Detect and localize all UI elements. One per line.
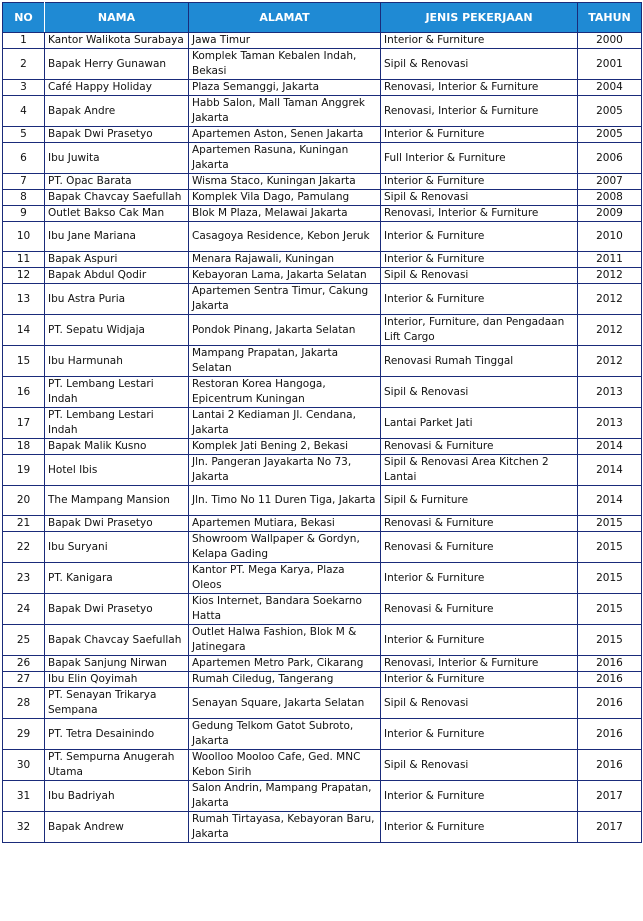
row-jenis-pekerjaan: Sipil & Furniture (381, 486, 578, 516)
row-tahun: 2004 (578, 80, 642, 96)
table-row (3, 96, 642, 127)
row-jenis-pekerjaan: Interior & Furniture (381, 284, 578, 315)
row-jenis-pekerjaan: Interior & Furniture (381, 672, 578, 688)
row-jenis-pekerjaan: Interior & Furniture (381, 174, 578, 190)
row-tahun: 2001 (578, 49, 642, 80)
table-row (3, 455, 642, 486)
row-nama: Bapak Sanjung Nirwan (45, 656, 189, 672)
row-nama: The Mampang Mansion (45, 486, 189, 516)
table-row (3, 486, 642, 516)
row-tahun: 2013 (578, 377, 642, 408)
row-nama: Bapak Dwi Prasetyo (45, 594, 189, 625)
row-jenis-pekerjaan: Sipil & Renovasi Area Kitchen 2 Lantai (381, 455, 578, 486)
table-row (3, 127, 642, 143)
row-tahun: 2015 (578, 625, 642, 656)
row-jenis-pekerjaan: Interior & Furniture (381, 781, 578, 812)
row-jenis-pekerjaan: Renovasi & Furniture (381, 516, 578, 532)
row-number: 21 (3, 516, 45, 532)
row-nama: Bapak Herry Gunawan (45, 49, 189, 80)
table-row (3, 532, 642, 563)
row-nama: Bapak Dwi Prasetyo (45, 516, 189, 532)
table-row (3, 625, 642, 656)
row-tahun: 2014 (578, 455, 642, 486)
row-alamat: Gedung Telkom Gatot Subroto, Jakarta (189, 719, 381, 750)
row-alamat: Wisma Staco, Kuningan Jakarta (189, 174, 381, 190)
row-nama: Ibu Juwita (45, 143, 189, 174)
row-tahun: 2016 (578, 719, 642, 750)
row-alamat: Menara Rajawali, Kuningan (189, 252, 381, 268)
row-alamat: Jln. Timo No 11 Duren Tiga, Jakarta (189, 486, 381, 516)
row-jenis-pekerjaan: Sipil & Renovasi (381, 268, 578, 284)
row-alamat: Apartemen Aston, Senen Jakarta (189, 127, 381, 143)
row-tahun: 2014 (578, 486, 642, 516)
row-nama: Bapak Dwi Prasetyo (45, 127, 189, 143)
row-nama: PT. Sempurna Anugerah Utama (45, 750, 189, 781)
row-jenis-pekerjaan: Renovasi Rumah Tinggal (381, 346, 578, 377)
row-tahun: 2015 (578, 594, 642, 625)
row-nama: PT. Sepatu Widjaja (45, 315, 189, 346)
row-number: 17 (3, 408, 45, 439)
row-tahun: 2016 (578, 672, 642, 688)
row-jenis-pekerjaan: Full Interior & Furniture (381, 143, 578, 174)
row-alamat: Woolloo Mooloo Cafe, Ged. MNC Kebon Sirih (189, 750, 381, 781)
table-row (3, 33, 642, 49)
row-alamat: Komplek Taman Kebalen Indah, Bekasi (189, 49, 381, 80)
row-tahun: 2016 (578, 750, 642, 781)
row-alamat: Lantai 2 Kediaman Jl. Cendana, Jakarta (189, 408, 381, 439)
table-row (3, 268, 642, 284)
row-jenis-pekerjaan: Renovasi, Interior & Furniture (381, 656, 578, 672)
row-alamat: Salon Andrin, Mampang Prapatan, Jakarta (189, 781, 381, 812)
row-nama: PT. Lembang Lestari Indah (45, 377, 189, 408)
row-jenis-pekerjaan: Sipil & Renovasi (381, 190, 578, 206)
table-row (3, 377, 642, 408)
table-row (3, 719, 642, 750)
row-jenis-pekerjaan: Sipil & Renovasi (381, 49, 578, 80)
row-alamat: Kantor PT. Mega Karya, Plaza Oleos (189, 563, 381, 594)
row-jenis-pekerjaan: Renovasi & Furniture (381, 439, 578, 455)
table-row (3, 49, 642, 80)
row-alamat: Plaza Semanggi, Jakarta (189, 80, 381, 96)
table-row (3, 222, 642, 252)
row-jenis-pekerjaan: Interior & Furniture (381, 127, 578, 143)
row-nama: Outlet Bakso Cak Man (45, 206, 189, 222)
row-nama: Bapak Andre (45, 96, 189, 127)
row-number: 30 (3, 750, 45, 781)
row-alamat: Rumah Tirtayasa, Kebayoran Baru, Jakarta (189, 812, 381, 843)
row-nama: Bapak Andrew (45, 812, 189, 843)
row-nama: Bapak Chavcay Saefullah (45, 190, 189, 206)
table-row (3, 812, 642, 843)
row-tahun: 2008 (578, 190, 642, 206)
row-jenis-pekerjaan: Interior & Furniture (381, 252, 578, 268)
row-jenis-pekerjaan: Interior & Furniture (381, 33, 578, 49)
row-tahun: 2017 (578, 781, 642, 812)
row-nama: Ibu Jane Mariana (45, 222, 189, 252)
row-nama: Hotel Ibis (45, 455, 189, 486)
row-jenis-pekerjaan: Sipil & Renovasi (381, 377, 578, 408)
row-tahun: 2015 (578, 532, 642, 563)
header-nama: NAMA (45, 3, 189, 33)
row-number: 23 (3, 563, 45, 594)
row-number: 11 (3, 252, 45, 268)
row-nama: Bapak Chavcay Saefullah (45, 625, 189, 656)
row-alamat: Rumah Ciledug, Tangerang (189, 672, 381, 688)
table-row (3, 439, 642, 455)
row-jenis-pekerjaan: Interior & Furniture (381, 812, 578, 843)
table-row (3, 750, 642, 781)
row-number: 26 (3, 656, 45, 672)
row-number: 1 (3, 33, 45, 49)
row-alamat: Apartemen Rasuna, Kuningan Jakarta (189, 143, 381, 174)
row-tahun: 2017 (578, 812, 642, 843)
row-jenis-pekerjaan: Interior & Furniture (381, 222, 578, 252)
row-tahun: 2009 (578, 206, 642, 222)
row-tahun: 2012 (578, 315, 642, 346)
row-number: 9 (3, 206, 45, 222)
row-alamat: Komplek Vila Dago, Pamulang (189, 190, 381, 206)
table-row (3, 346, 642, 377)
row-jenis-pekerjaan: Interior & Furniture (381, 563, 578, 594)
row-number: 25 (3, 625, 45, 656)
row-number: 16 (3, 377, 45, 408)
row-alamat: Outlet Halwa Fashion, Blok M & Jatinegara (189, 625, 381, 656)
row-jenis-pekerjaan: Renovasi & Furniture (381, 594, 578, 625)
row-jenis-pekerjaan: Sipil & Renovasi (381, 750, 578, 781)
row-alamat: Jln. Pangeran Jayakarta No 73, Jakarta (189, 455, 381, 486)
row-alamat: Restoran Korea Hangoga, Epicentrum Kuningan (189, 377, 381, 408)
row-alamat: Apartemen Metro Park, Cikarang (189, 656, 381, 672)
row-number: 13 (3, 284, 45, 315)
row-tahun: 2012 (578, 284, 642, 315)
row-number: 18 (3, 439, 45, 455)
row-tahun: 2010 (578, 222, 642, 252)
row-nama: Bapak Aspuri (45, 252, 189, 268)
row-tahun: 2016 (578, 688, 642, 719)
row-alamat: Apartemen Mutiara, Bekasi (189, 516, 381, 532)
row-jenis-pekerjaan: Renovasi & Furniture (381, 532, 578, 563)
row-number: 3 (3, 80, 45, 96)
row-number: 5 (3, 127, 45, 143)
row-alamat: Showroom Wallpaper & Gordyn, Kelapa Gading (189, 532, 381, 563)
table-row (3, 594, 642, 625)
row-nama: PT. Kanigara (45, 563, 189, 594)
row-alamat: Pondok Pinang, Jakarta Selatan (189, 315, 381, 346)
row-nama: Ibu Suryani (45, 532, 189, 563)
table-row (3, 190, 642, 206)
row-jenis-pekerjaan: Renovasi, Interior & Furniture (381, 96, 578, 127)
row-nama: Ibu Harmunah (45, 346, 189, 377)
row-number: 6 (3, 143, 45, 174)
row-number: 15 (3, 346, 45, 377)
row-jenis-pekerjaan: Renovasi, Interior & Furniture (381, 206, 578, 222)
table-row (3, 174, 642, 190)
row-nama: Bapak Abdul Qodir (45, 268, 189, 284)
row-nama: Café Happy Holiday (45, 80, 189, 96)
row-nama: PT. Senayan Trikarya Sempana (45, 688, 189, 719)
row-number: 24 (3, 594, 45, 625)
row-number: 28 (3, 688, 45, 719)
header-tahun: TAHUN (578, 3, 642, 33)
row-alamat: Jawa Timur (189, 33, 381, 49)
row-number: 19 (3, 455, 45, 486)
table-row (3, 672, 642, 688)
table-row (3, 656, 642, 672)
table-row (3, 563, 642, 594)
row-tahun: 2005 (578, 96, 642, 127)
row-nama: Ibu Astra Puria (45, 284, 189, 315)
row-alamat: Habb Salon, Mall Taman Anggrek Jakarta (189, 96, 381, 127)
row-number: 31 (3, 781, 45, 812)
row-tahun: 2012 (578, 346, 642, 377)
row-jenis-pekerjaan: Renovasi, Interior & Furniture (381, 80, 578, 96)
row-jenis-pekerjaan: Lantai Parket Jati (381, 408, 578, 439)
row-nama: Ibu Badriyah (45, 781, 189, 812)
row-number: 29 (3, 719, 45, 750)
row-alamat: Apartemen Sentra Timur, Cakung Jakarta (189, 284, 381, 315)
row-number: 4 (3, 96, 45, 127)
row-alamat: Senayan Square, Jakarta Selatan (189, 688, 381, 719)
row-alamat: Blok M Plaza, Melawai Jakarta (189, 206, 381, 222)
header-alamat: ALAMAT (189, 3, 381, 33)
row-tahun: 2011 (578, 252, 642, 268)
table-row (3, 516, 642, 532)
row-jenis-pekerjaan: Interior & Furniture (381, 625, 578, 656)
header-jenis-pekerjaan: JENIS PEKERJAAN (381, 3, 578, 33)
row-alamat: Kebayoran Lama, Jakarta Selatan (189, 268, 381, 284)
row-jenis-pekerjaan: Sipil & Renovasi (381, 688, 578, 719)
table-row (3, 206, 642, 222)
row-tahun: 2000 (578, 33, 642, 49)
table-row (3, 252, 642, 268)
row-tahun: 2015 (578, 516, 642, 532)
row-alamat: Mampang Prapatan, Jakarta Selatan (189, 346, 381, 377)
row-tahun: 2014 (578, 439, 642, 455)
row-tahun: 2012 (578, 268, 642, 284)
row-tahun: 2016 (578, 656, 642, 672)
row-tahun: 2005 (578, 127, 642, 143)
table-row (3, 80, 642, 96)
table-row (3, 688, 642, 719)
row-number: 10 (3, 222, 45, 252)
row-alamat: Casagoya Residence, Kebon Jeruk (189, 222, 381, 252)
row-nama: PT. Lembang Lestari Indah (45, 408, 189, 439)
table-row (3, 143, 642, 174)
row-alamat: Komplek Jati Bening 2, Bekasi (189, 439, 381, 455)
row-number: 7 (3, 174, 45, 190)
row-tahun: 2013 (578, 408, 642, 439)
table-header-row (3, 3, 642, 33)
table-row (3, 315, 642, 346)
header-no: NO (3, 3, 45, 33)
row-nama: Ibu Elin Qoyimah (45, 672, 189, 688)
row-tahun: 2006 (578, 143, 642, 174)
row-number: 8 (3, 190, 45, 206)
row-nama: PT. Tetra Desainindo (45, 719, 189, 750)
row-number: 2 (3, 49, 45, 80)
table-row (3, 408, 642, 439)
table-row (3, 284, 642, 315)
row-jenis-pekerjaan: Interior & Furniture (381, 719, 578, 750)
row-number: 14 (3, 315, 45, 346)
row-tahun: 2015 (578, 563, 642, 594)
row-nama: PT. Opac Barata (45, 174, 189, 190)
row-number: 12 (3, 268, 45, 284)
row-alamat: Kios Internet, Bandara Soekarno Hatta (189, 594, 381, 625)
row-number: 32 (3, 812, 45, 843)
row-nama: Kantor Walikota Surabaya (45, 33, 189, 49)
row-number: 22 (3, 532, 45, 563)
project-table (2, 2, 642, 843)
table-row (3, 781, 642, 812)
row-jenis-pekerjaan: Interior, Furniture, dan Pengadaan Lift Cargo (381, 315, 578, 346)
row-nama: Bapak Malik Kusno (45, 439, 189, 455)
row-tahun: 2007 (578, 174, 642, 190)
row-number: 20 (3, 486, 45, 516)
row-number: 27 (3, 672, 45, 688)
